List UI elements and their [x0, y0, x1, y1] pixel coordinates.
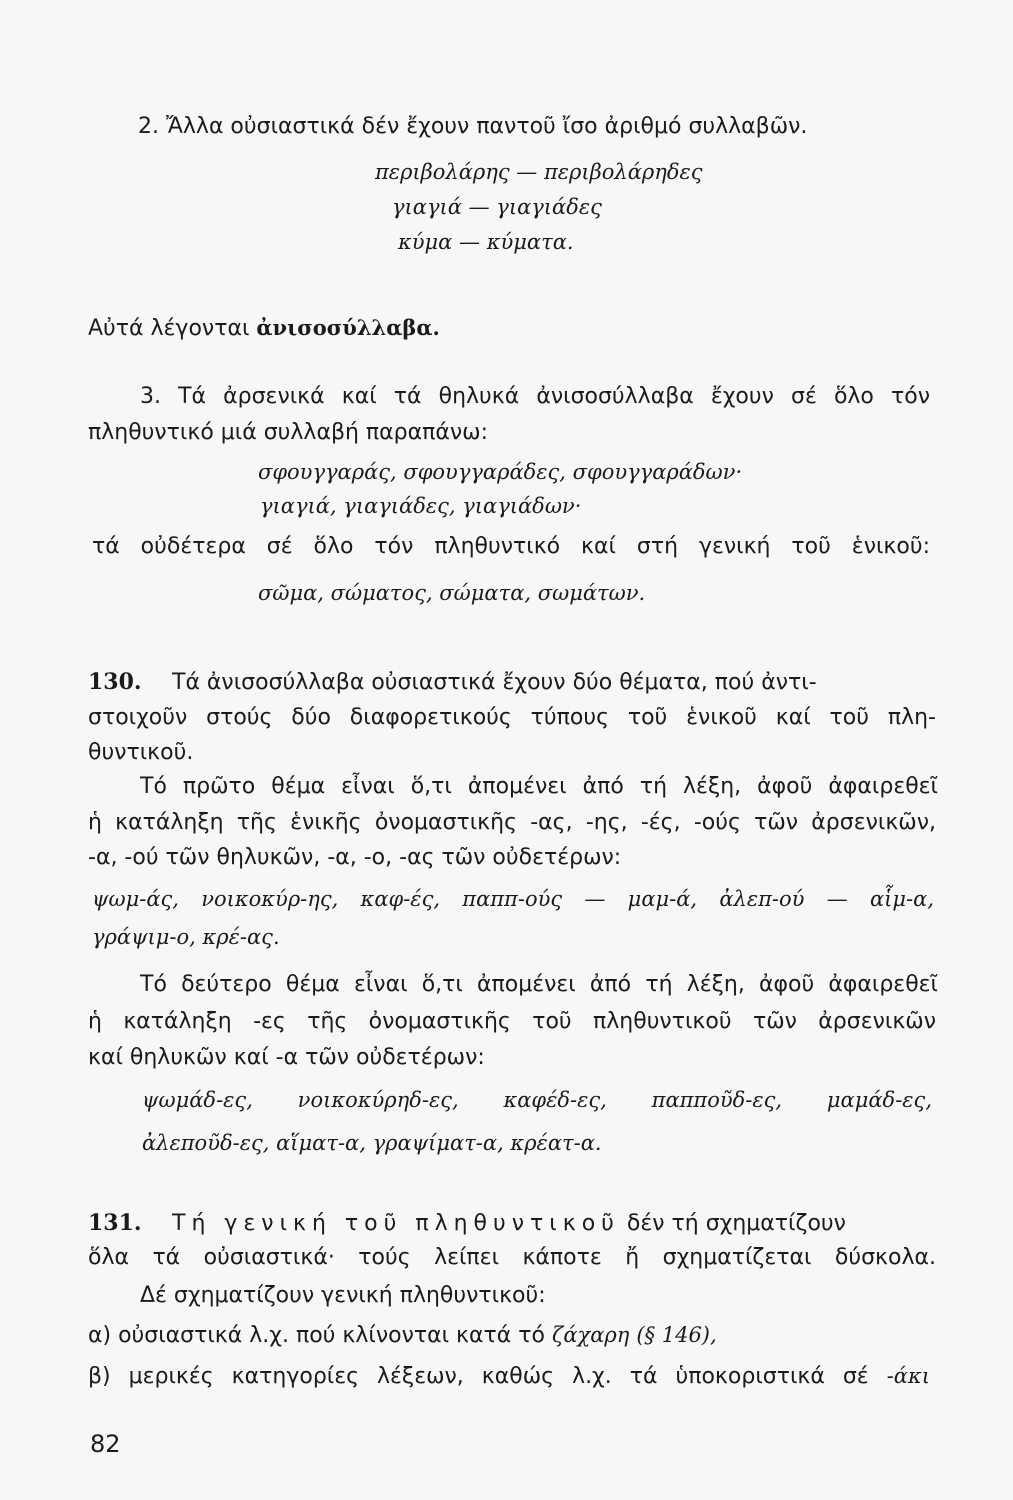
text-line: τά οὐδέτερα σέ ὅλο τόν πληθυντικό καί στή γενική τοῦ ἑνικοῦ:	[92, 534, 930, 559]
text-line: ὅλα τά οὐσιαστικά· τούς λείπει κάποτε ἤ σχηματίζεται δύσκολα.	[88, 1245, 936, 1270]
list-item-a	[88, 1320, 936, 1351]
paragraph-130-first-line	[88, 667, 936, 698]
text-line: ἡ κατάληξη τῆς ἑνικῆς ὀνομαστικῆς -ας, -ης, -ές, -ούς τῶν ἀρσενικῶν,	[88, 810, 936, 835]
text-line	[88, 313, 936, 344]
example-line: γιαγιά — γιαγιάδες	[392, 195, 602, 219]
text-line: πληθυντικό μιά συλλαβή παραπάνω:	[88, 420, 489, 445]
paragraph-131-first-line	[88, 1208, 936, 1239]
page-number: 82	[90, 1430, 121, 1458]
example-line: κύμα — κύματα.	[398, 230, 574, 254]
text-line: στοιχοῦν στούς δύο διαφορετικούς τύπους τοῦ ἑνικοῦ καί τοῦ πλη-	[88, 705, 936, 730]
text-span: β) μερικές κατηγορίες λέξεων, καθώς λ.χ. τά ὑποκοριστικά σέ	[88, 1364, 869, 1389]
text-line: θυντικοῦ.	[88, 740, 194, 765]
section-number: 130.	[88, 669, 142, 695]
text-span: Τά ἀνισοσύλλαβα οὐσιαστικά ἔχουν δύο θέματα, πού ἀντι-	[172, 670, 817, 695]
text-span: α) οὐσιαστικά λ.χ. πού κλίνονται κατά τό	[88, 1323, 545, 1348]
text-span: δέν τή σχηματίζουν	[626, 1211, 846, 1236]
list-item-b	[88, 1361, 930, 1392]
text-span: Αὐτά λέγονται	[88, 316, 250, 341]
example-line: ἀλεποῦδ-ες, αἵματ-α, γραψίματ-α, κρέατ-α.	[142, 1131, 602, 1155]
example-line: γράψιμ-ο, κρέ-ας.	[92, 925, 280, 949]
example-line: ψωμ-άς, νοικοκύρ-ης, καφ-ές, παππ-ούς — μαμ-ά, ἀλεπ-ού — αἷμ-α,	[92, 887, 934, 911]
italic-word: ζάχαρη	[551, 1323, 630, 1347]
text-line: καί θηλυκῶν καί -α τῶν οὐδετέρων:	[88, 1045, 485, 1070]
text-line: ἡ κατάληξη -ες τῆς ὀνομαστικῆς τοῦ πληθυντικοῦ τῶν ἀρσενικῶν	[88, 1009, 936, 1034]
section-reference: (§ 146),	[636, 1323, 717, 1347]
example-line: σῶμα, σώματος, σώματα, σωμάτων.	[258, 581, 646, 605]
example-line: περιβολάρης — περιβολάρηδες	[375, 160, 703, 184]
bold-term: ἀνισοσύλλαβα.	[256, 315, 440, 340]
example-line: σφουγγαράς, σφουγγαράδες, σφουγγαράδων·	[258, 460, 743, 484]
section-number: 131.	[88, 1210, 142, 1236]
text-line: Τό πρῶτο θέμα εἶναι ὅ,τι ἀπομένει ἀπό τή λέξη, ἀφοῦ ἀφαιρεθεῖ	[140, 774, 938, 799]
text-line: Τό δεύτερο θέμα εἶναι ὅ,τι ἀπομένει ἀπό τή λέξη, ἀφοῦ ἀφαιρεθεῖ	[140, 972, 938, 997]
spaced-term: Τή γενική τοῦ πληθυντικοῦ	[172, 1211, 620, 1236]
text-line: 2. Ἄλλα οὐσιαστικά δέν ἔχουν παντοῦ ἴσο ἀριθμό συλλαβῶν.	[138, 114, 808, 139]
example-line: ψωμάδ-ες, νοικοκύρηδ-ες, καφέδ-ες, παπποῦδ-ες, μαμάδ-ες,	[142, 1088, 932, 1112]
text-line: Δέ σχηματίζουν γενική πληθυντικοῦ:	[140, 1283, 546, 1308]
italic-suffix: -άκι	[886, 1364, 930, 1388]
text-line: 3. Τά ἀρσενικά καί τά θηλυκά ἀνισοσύλλαβα ἔχουν σέ ὅλο τόν	[140, 384, 930, 409]
text-line: -α, -ού τῶν θηλυκῶν, -α, -ο, -ας τῶν οὐδετέρων:	[88, 845, 622, 870]
example-line: γιαγιά, γιαγιάδες, γιαγιάδων·	[260, 494, 582, 518]
